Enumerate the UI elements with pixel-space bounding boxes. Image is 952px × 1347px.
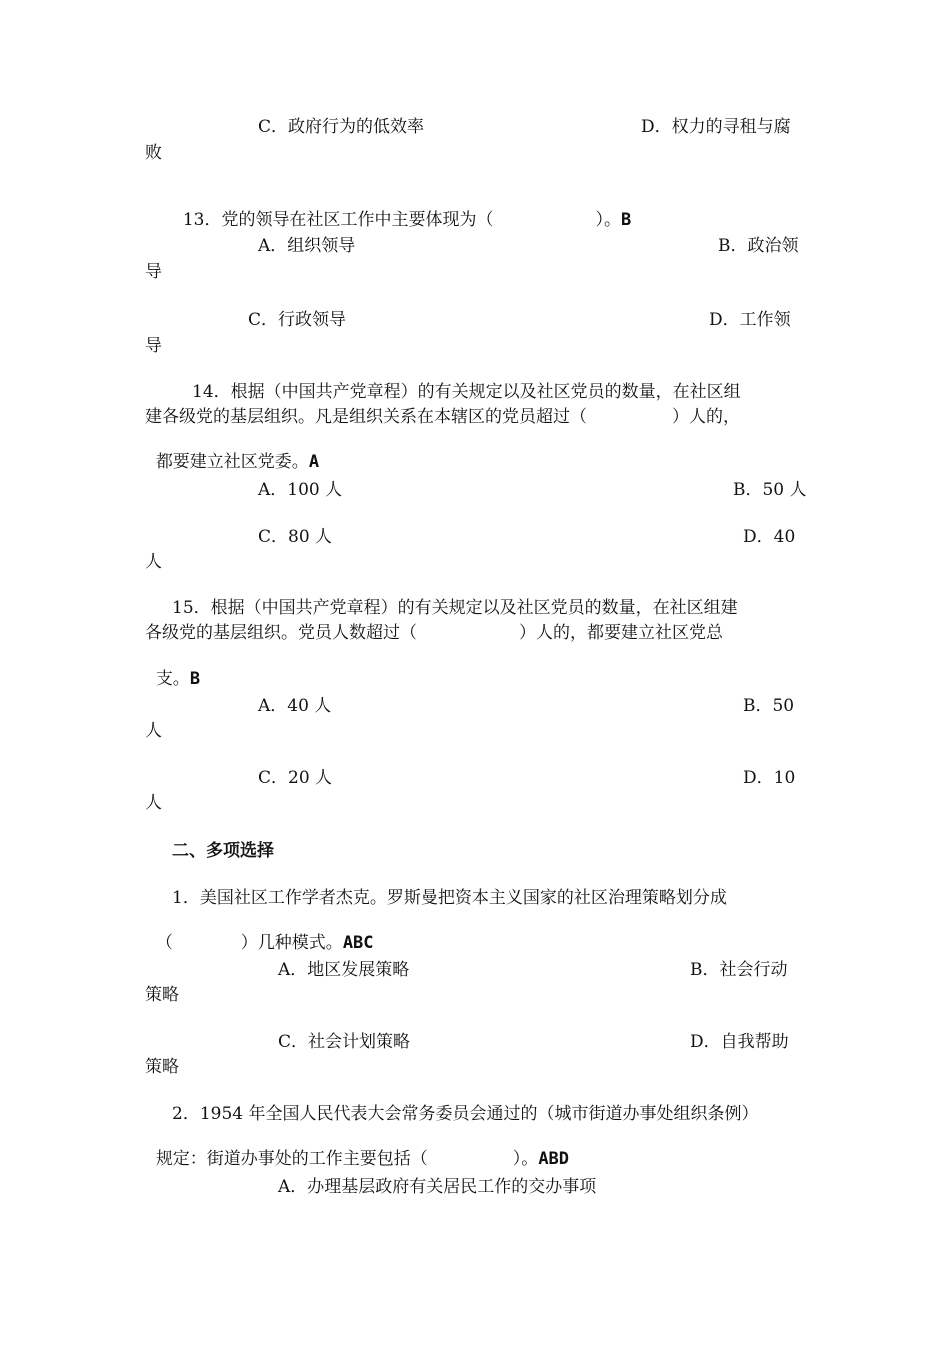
q14-stem-line2: 建各级党的基层组织。凡是组织关系在本辖区的党员超过（ ）人的， [145, 407, 740, 427]
q15-option-c: C．20 人 [258, 768, 333, 788]
m1-option-a: A．地区发展策略 [278, 960, 410, 980]
m1-option-b-wrap: 策略 [145, 985, 179, 1005]
q12-option-d: D．权力的寻租与腐 [641, 117, 791, 137]
q13-option-b-wrap: 导 [145, 262, 162, 282]
m1-stem-line2 [145, 913, 374, 953]
m2-answer: ABD [538, 1149, 570, 1169]
q15-stem-line3-text: 支。 [155, 669, 190, 689]
q14-stem-line3 [145, 432, 319, 472]
q12-option-c: C．政府行为的低效率 [258, 117, 425, 137]
m2-stem-line2 [145, 1129, 569, 1169]
m1-answer: ABC [342, 933, 374, 953]
m2-option-a: A．办理基层政府有关居民工作的交办事项 [278, 1177, 597, 1197]
m1-option-d: D．自我帮助 [690, 1032, 789, 1052]
q13-option-d-wrap: 导 [145, 336, 162, 356]
m1-stem-line1: 1．美国社区工作学者杰克。罗斯曼把资本主义国家的社区治理策略划分成 [172, 888, 727, 908]
q15-stem-line1: 15．根据（中国共产党章程）的有关规定以及社区党员的数量，在社区组建 [172, 598, 738, 618]
q14-stem-line1: 14．根据（中国共产党章程）的有关规定以及社区党员的数量，在社区组 [192, 382, 741, 402]
q13-answer: B [620, 210, 632, 230]
q13-stem-text: 13．党的领导在社区工作中主要体现为（ ）。 [182, 210, 621, 230]
q13-option-b: B．政治领 [718, 236, 799, 256]
q14-option-c: C．80 人 [258, 527, 333, 547]
m2-stem-line2-text: 规定：街道办事处的工作主要包括（ ）。 [155, 1149, 539, 1169]
q15-option-a: A．40 人 [258, 696, 332, 716]
m1-option-d-wrap: 策略 [145, 1057, 179, 1077]
q15-option-b: B．50 [743, 696, 795, 716]
q14-answer: A [308, 452, 320, 472]
q15-stem-line2: 各级党的基层组织。党员人数超过（ ）人的，都要建立社区党总 [145, 623, 723, 643]
q12-option-d-wrap: 败 [145, 143, 162, 163]
q14-option-d-wrap: 人 [145, 552, 162, 572]
q15-option-b-wrap: 人 [145, 721, 162, 741]
q15-option-d-wrap: 人 [145, 793, 162, 813]
q13-option-a: A．组织领导 [258, 236, 356, 256]
q14-stem-line3-text: 都要建立社区党委。 [155, 452, 309, 472]
q14-option-d: D．40 [743, 527, 796, 547]
q15-option-d: D．10 [743, 768, 796, 788]
q14-option-a: A．100 人 [258, 480, 343, 500]
q15-stem-line3 [145, 649, 200, 689]
m2-stem-line1: 2．1954 年全国人民代表大会常务委员会通过的（城市街道办事处组织条例） [172, 1104, 759, 1124]
q14-option-b: B．50 人 [733, 480, 807, 500]
m1-option-c: C．社会计划策略 [278, 1032, 411, 1052]
q13-option-d: D．工作领 [709, 310, 791, 330]
q15-answer: B [189, 669, 201, 689]
m1-stem-line2-text: （ ）几种模式。 [155, 933, 343, 953]
q13-stem [172, 190, 631, 230]
section-heading-multiple-choice: 二、多项选择 [172, 841, 274, 861]
m1-option-b: B．社会行动 [690, 960, 788, 980]
q13-option-c: C．行政领导 [248, 310, 347, 330]
